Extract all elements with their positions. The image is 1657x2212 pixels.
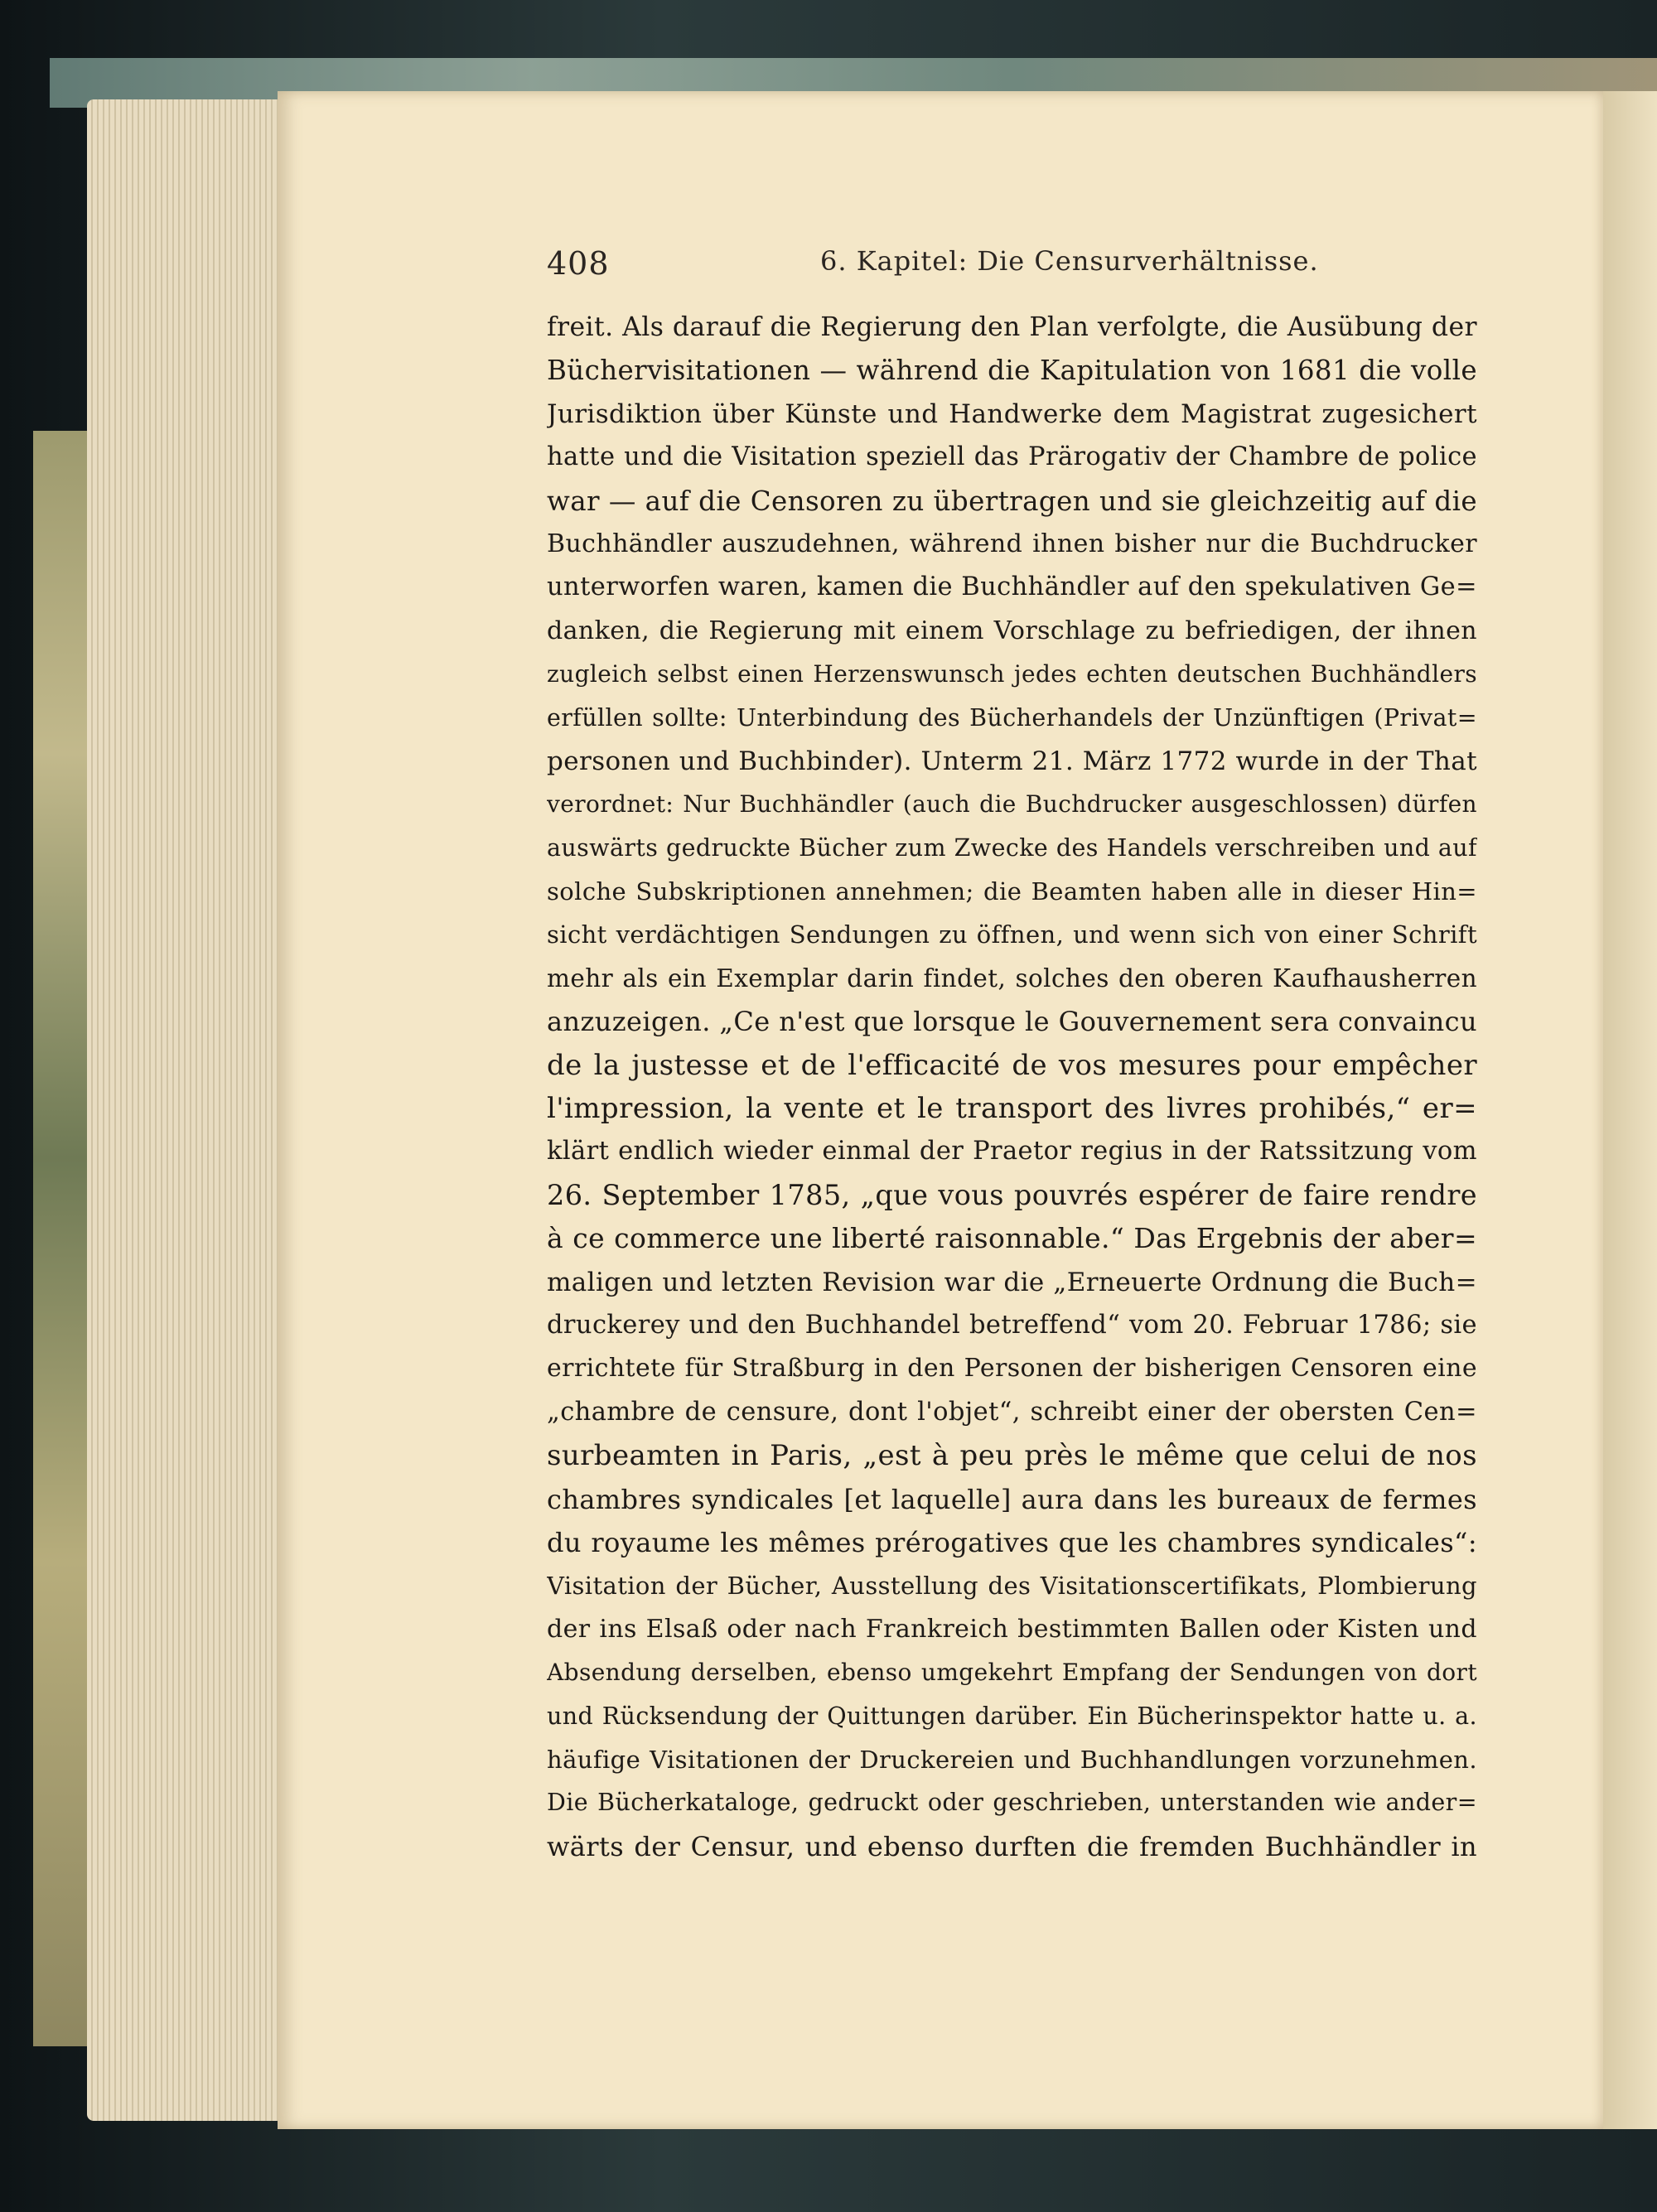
text-line: à ce commerce une liberté raisonnable.“ Das Ergebnis der aber= (547, 1222, 1477, 1255)
text-line: de la justesse et de l'efficacité de vos mesures pour empêcher (547, 1048, 1477, 1082)
text-line: klärt endlich wieder einmal der Praetor regius in der Ratssitzung vom (547, 1137, 1477, 1166)
text-line: Absendung derselben, ebenso umgekehrt Empfang der Sendungen von dort (547, 1659, 1477, 1687)
text-line: häufige Visitationen der Druckereien und Buchhandlungen vorzunehmen. (547, 1745, 1477, 1774)
text-line: zugleich selbst einen Herzenswunsch jedes echten deutschen Buchhändlers (547, 660, 1477, 688)
text-line: „chambre de censure, dont l'objet“, schreibt einer der obersten Cen= (547, 1397, 1477, 1427)
text-line: war — auf die Censoren zu übertragen und sie gleichzeitig auf die (547, 485, 1477, 517)
text-line: surbeamten in Paris, „est à peu près le même que celui de nos (547, 1439, 1477, 1473)
page-edges (87, 99, 286, 2121)
text-line: errichtete für Straßburg in den Personen der bisherigen Censoren eine (547, 1354, 1477, 1384)
text-line: freit. Als darauf die Regierung den Plan verfolgte, die Ausübung der (547, 312, 1477, 342)
text-line: und Rücksendung der Quittungen darüber. Ein Bücherinspektor hatte u. a. (547, 1702, 1477, 1730)
page-number: 408 (547, 245, 610, 282)
text-line: verordnet: Nur Buchhändler (auch die Buchdrucker ausgeschlossen) dürfen (547, 790, 1477, 819)
text-line: sicht verdächtigen Sendungen zu öffnen, und wenn sich von einer Schrift (547, 920, 1477, 949)
text-line: solche Subskriptionen annehmen; die Beamten haben alle in dieser Hin= (547, 877, 1477, 906)
text-line: unterworfen waren, kamen die Buchhändler auf den spekulativen Ge= (547, 572, 1477, 602)
text-line: wärts der Censur, und ebenso durften die fremden Buchhändler in (547, 1830, 1477, 1862)
text-line: personen und Buchbinder). Unterm 21. März 1772 wurde in der That (547, 746, 1477, 776)
body-text (547, 306, 1477, 1868)
text-line: danken, die Regierung mit einem Vorschlage zu befriedigen, der ihnen (547, 616, 1477, 645)
chapter-header: 6. Kapitel: Die Censurverhältnisse. (820, 245, 1319, 277)
running-head (547, 245, 1479, 292)
text-line: Büchervisitationen — während die Kapitulation von 1681 die volle (547, 355, 1477, 387)
text-line: l'impression, la vente et le transport des livres prohibés,“ er= (547, 1092, 1477, 1126)
text-line: Jurisdiktion über Künste und Handwerke dem Magistrat zugesichert (547, 398, 1477, 429)
text-line: hatte und die Visitation speziell das Prärogativ der Chambre de police (547, 442, 1477, 472)
text-line: der ins Elsaß oder nach Frankreich bestimmten Ballen oder Kisten und (547, 1614, 1477, 1644)
text-line: 26. September 1785, „que vous pouvrés espérer de faire rendre (547, 1178, 1477, 1211)
page-right-edge (1603, 91, 1657, 2129)
text-line: Visitation der Bücher, Ausstellung des Visitationscertifikats, Plombierung (547, 1572, 1477, 1601)
text-line: auswärts gedruckte Bücher zum Zwecke des Handels verschreiben und auf (547, 833, 1477, 862)
text-line: du royaume les mêmes prérogatives que les chambres syndicales“: (547, 1526, 1477, 1558)
text-line: druckerey und den Buchhandel betreffend“ vom 20. Februar 1786; sie (547, 1310, 1477, 1340)
text-line: maligen und letzten Revision war die „Erneuerte Ordnung die Buch= (547, 1267, 1477, 1297)
text-line: Die Bücherkataloge, gedruckt oder geschrieben, unterstanden wie ander= (547, 1789, 1477, 1817)
text-line: erfüllen sollte: Unterbindung des Bücherhandels der Unzünftigen (Privat= (547, 703, 1477, 732)
text-line: mehr als ein Exemplar darin findet, solches den oberen Kaufhausherren (547, 964, 1477, 993)
text-line: chambres syndicales [et laquelle] aura dans les bureaux de fermes (547, 1483, 1477, 1515)
text-line: anzuzeigen. „Ce n'est que lorsque le Gouvernement sera convaincu (547, 1006, 1477, 1038)
text-line: Buchhändler auszudehnen, während ihnen bisher nur die Buchdrucker (547, 529, 1477, 558)
